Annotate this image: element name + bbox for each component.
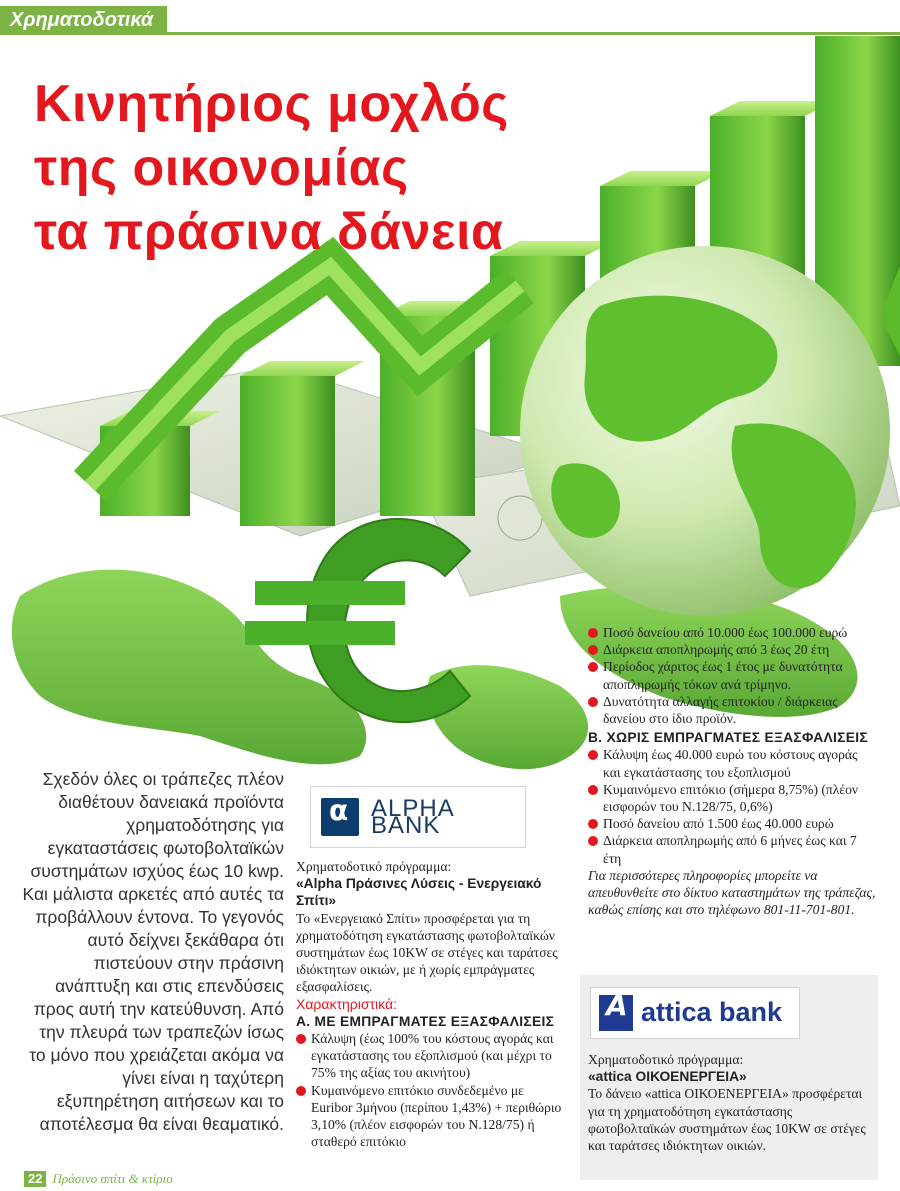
alpha-a-bullet: Ποσό δανείου από 10.000 έως 100.000 ευρώ [588,624,878,641]
attica-description: Το δάνειο «attica ΟΙΚΟΕΝΕΡΓΕΙΑ» προσφέρεται για τη χρηματοδότηση εγκατάστασης φωτοβολταϊκών συστημάτων έως 10KW σε στέγες και ταράτσες ιδιόκτητων οικιών. [588,1086,866,1154]
alpha-bank-logo-icon: α [321,798,359,836]
alpha-bank-column-continued [588,624,878,918]
globe-icon [520,246,890,616]
section-rule [0,32,900,35]
alpha-b-bullet: Ποσό δανείου από 1.500 έως 40.000 ευρώ [588,815,878,832]
title-line-1: Κινητήριος μοχλός [34,75,509,133]
title-line-2: της οικονομίας [34,139,409,197]
alpha-bank-column [296,770,568,1150]
magazine-name: Πράσινο σπίτι & κτίριο [52,1171,173,1186]
alpha-features-label: Χαρακτηριστικά: [296,995,397,1012]
alpha-bank-logo-text: ALPHA BANK [371,794,454,839]
section-header [0,0,900,34]
intro-text: Σχεδόν όλες οι τράπεζες πλέον διαθέτουν δανειακά προϊόντα χρηματοδότησης για εγκαταστάσεις φωτοβολταϊκών συστημάτων ισχύος έως 10 kwp. Και μάλιστα αρκετές από αυτές τα προβάλλουν έντονα. Το γεγονός αυτό δείχνει ξεκάθαρα ότι πιστεύουν στην πράσινη ανάπτυξη και στις επενδύσεις προς αυτή την κατεύθυνση. Από την πλευρά των τραπεζών ίσως το μόνο που χρειάζεται ακόμα να γίνει είναι η ταχύτερη εξυπηρέτηση αιτήσεων και το αποτέλεσμα θα είναι θεαματικό. [22,769,284,1134]
alpha-a-bullet: Δυνατότητα αλλαγής επιτοκίου / διάρκειας δανείου στο ίδιο προϊόν. [588,693,878,727]
attica-program-name: «attica ΟΙΚΟΕΝΕΡΓΕΙΑ» [588,1069,747,1085]
attica-bank-logo [590,987,800,1039]
alpha-a-bullet: Περίοδος χάριτος έως 1 έτος με δυνατότητα αποπληρωμής τόκων ανά τρίμηνο. [588,658,878,692]
alpha-a-bullet: Κυμαινόμενο επιτόκιο συνδεδεμένο με Euribor 3μήνου (περίπου 1,43%) + περιθώριο 3,10% (πλέον εισφορών του Ν.128/75) ή σταθερό επιτόκιο [296,1082,568,1151]
alpha-b-bullet: Διάρκεια αποπληρωμής από 6 μήνες έως και 7 έτη [588,832,878,866]
intro-column [22,768,284,1136]
alpha-bank-logo [310,786,526,848]
attica-text [580,1051,878,1154]
attica-bank-logo-text: attica bank [641,997,783,1028]
attica-program-label: Χρηματοδοτικό πρόγραμμα: [588,1052,744,1067]
alpha-description: Το «Ενεργειακό Σπίτι» προσφέρεται για τη χρηματοδότηση εγκατάστασης φωτοβολταϊκών συστημάτων έως 10KW σε στέγες και ταράτσες ιδιόκτητων οικιών, με ή χωρίς εμπράγματες εξασφαλίσεις. [296,910,558,995]
alpha-more-info: Για περισσότερες πληροφορίες μπορείτε να απευθυνθείτε στο δίκτυο καταστημάτων της τράπεζας, καθώς επίσης και στο τηλέφωνο 801-11-701-801. [588,867,876,918]
section-label: Χρηματοδοτικά [0,6,167,34]
alpha-a-bullet: Κάλυψη (έως 100% του κόστους αγοράς και εγκατάστασης του εξοπλισμού (και μέχρι το 75% της αξίας του ακινήτου) [296,1030,568,1082]
alpha-program-label: Χρηματοδοτικό πρόγραμμα: [296,859,452,874]
page-footer [24,1170,173,1188]
alpha-program-name: «Alpha Πράσινες Λύσεις - Ενεργειακό Σπίτι» [296,876,542,909]
alpha-b-bullet: Κυμαινόμενο επιτόκιο (σήμερα 8,75%) (πλέον εισφορών του Ν.128/75, 0,6%) [588,781,878,815]
attica-bank-logo-icon: A [599,995,633,1031]
alpha-section-a-heading: Α. ΜΕ ΕΜΠΡΑΓΜΑΤΕΣ ΕΞΑΣΦΑΛΙΣΕΙΣ [296,1013,555,1029]
title-line-3: τα πράσινα δάνεια [34,203,504,261]
alpha-b-bullet: Κάλυψη έως 40.000 ευρώ του κόστους αγοράς και εγκατάστασης του εξοπλισμού [588,746,878,780]
alpha-section-b-heading: Β. ΧΩΡΙΣ ΕΜΠΡΑΓΜΑΤΕΣ ΕΞΑΣΦΑΛΙΣΕΙΣ [588,730,868,746]
alpha-a-bullet: Διάρκεια αποπληρωμής από 3 έως 20 έτη [588,641,878,658]
attica-bank-box [580,975,878,1180]
page-number: 22 [24,1171,46,1187]
article-title [34,72,594,264]
